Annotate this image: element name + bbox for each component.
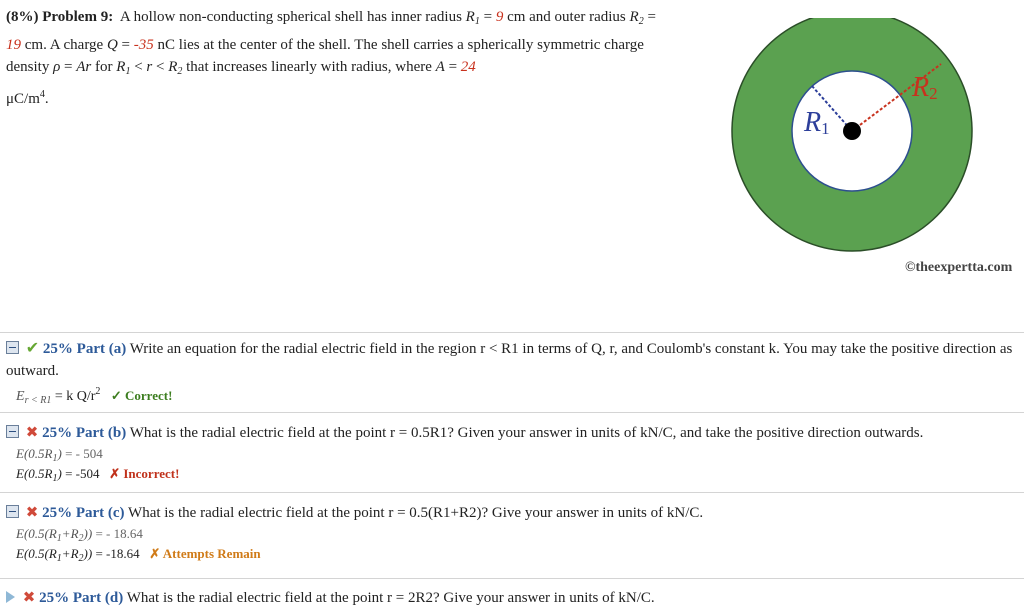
density-unit: $\mu C/m^4$ [6, 88, 45, 107]
problem-text-1: A hollow non-conducting spherical shell has inner radius [119, 9, 462, 25]
collapse-toggle-icon[interactable] [6, 341, 19, 354]
part-c-answer: $E(0.5(R_1+R_2)) = -18.64$ ✗ Attempts Remain [16, 546, 261, 564]
collapse-toggle-icon[interactable] [6, 425, 19, 438]
part-b-title[interactable]: 25% Part (b) [42, 425, 127, 441]
problem-text-5: that increases linearly with radius, where [186, 59, 432, 75]
part-a-answer [16, 384, 172, 409]
part-a [6, 337, 1016, 382]
problem-statement: (8%) Problem 9: A hollow non-conducting spherical shell has inner radius $R_1 = 9$ cm and outer radius $R_2 = 19$ cm. A charge Q = -35 nC lies at the center of the shell. The shell carries a spherically symmetric charge density ρ = Ar for $R_1 < r < R_2$ that increases linearly with radius, where A = 24 $\mu C/m^4$. [6, 9, 656, 107]
part-c [6, 501, 1016, 524]
var-Ar: Ar [76, 59, 92, 75]
part-a-title[interactable]: 25% Part (a) [42, 341, 127, 357]
separator [0, 332, 1024, 333]
problem-percent: (8%) [6, 9, 39, 25]
check-icon: ✔ [25, 338, 40, 357]
problem-text-4: nC lies at the center of the shell. The shell carries a spherically symmetric charge density [6, 36, 644, 75]
R1-value: 9 [495, 9, 504, 25]
var-rho: ρ [53, 59, 61, 75]
feedback-correct: ✓ Correct! [110, 388, 173, 403]
A-value: 24 [460, 59, 476, 75]
feedback-attempts-remain: ✗ Attempts Remain [149, 546, 261, 561]
Q-value: -35 [133, 36, 154, 53]
expand-arrow-icon[interactable] [6, 591, 15, 603]
part-d-question: What is the radial electric field at the point r = 2R2? Give your answer in units of kN/C. [126, 590, 655, 606]
center-charge [843, 122, 861, 140]
copyright-text: ©theexpertta.com [905, 260, 1013, 275]
feedback-incorrect: ✗ Incorrect! [109, 466, 180, 481]
collapse-toggle-icon[interactable] [6, 505, 19, 518]
answer-label: $E_{r < R1}$ [16, 389, 52, 406]
shell-diagram [728, 18, 980, 254]
separator [0, 412, 1024, 413]
var-R1: $R_1$ [465, 9, 480, 27]
x-icon: ✖ [25, 423, 39, 441]
part-b-answer: $E(0.5R_1) = -504$ ✗ Incorrect! [16, 466, 180, 484]
part-b-question: What is the radial electric field at the point r = 0.5R1? Given your answer in units of kN/C, and take the positive direction outwards. [129, 425, 924, 441]
var-Q: Q [106, 36, 118, 53]
R2-value: 19 [6, 36, 21, 53]
x-icon: ✖ [25, 503, 39, 521]
problem-text-3: cm. A charge [24, 36, 104, 53]
var-A: A [435, 59, 445, 75]
var-R2: $R_2$ [629, 9, 644, 27]
separator [0, 492, 1024, 493]
answer-value: = k $Q/r^2$ [54, 386, 101, 404]
R2-label: R2 [912, 72, 938, 103]
part-b [6, 421, 1016, 444]
part-c-previous-answer: $E(0.5(R_1+R_2))$ = - 18.64 [16, 526, 143, 544]
part-c-question: What is the radial electric field at the point r = 0.5(R1+R2)? Give your answer in units of kN/C. [128, 505, 704, 521]
separator [0, 578, 1024, 579]
part-d-title[interactable]: 25% Part (d) [39, 590, 124, 606]
part-a-question: Write an equation for the radial electric field in the region r < R1 in terms of Q, r, and Coulomb's constant k. You may take the positive direction as outward. [6, 341, 1013, 379]
x-icon: ✖ [22, 588, 36, 606]
part-d [6, 586, 1016, 609]
part-b-previous-answer: $E(0.5R_1)$ = - 504 [16, 446, 103, 464]
R1-label: R1 [804, 107, 830, 138]
problem-title: Problem 9: [42, 9, 114, 25]
part-c-title[interactable]: 25% Part (c) [42, 505, 125, 521]
problem-text-2: cm and outer radius [507, 9, 626, 25]
